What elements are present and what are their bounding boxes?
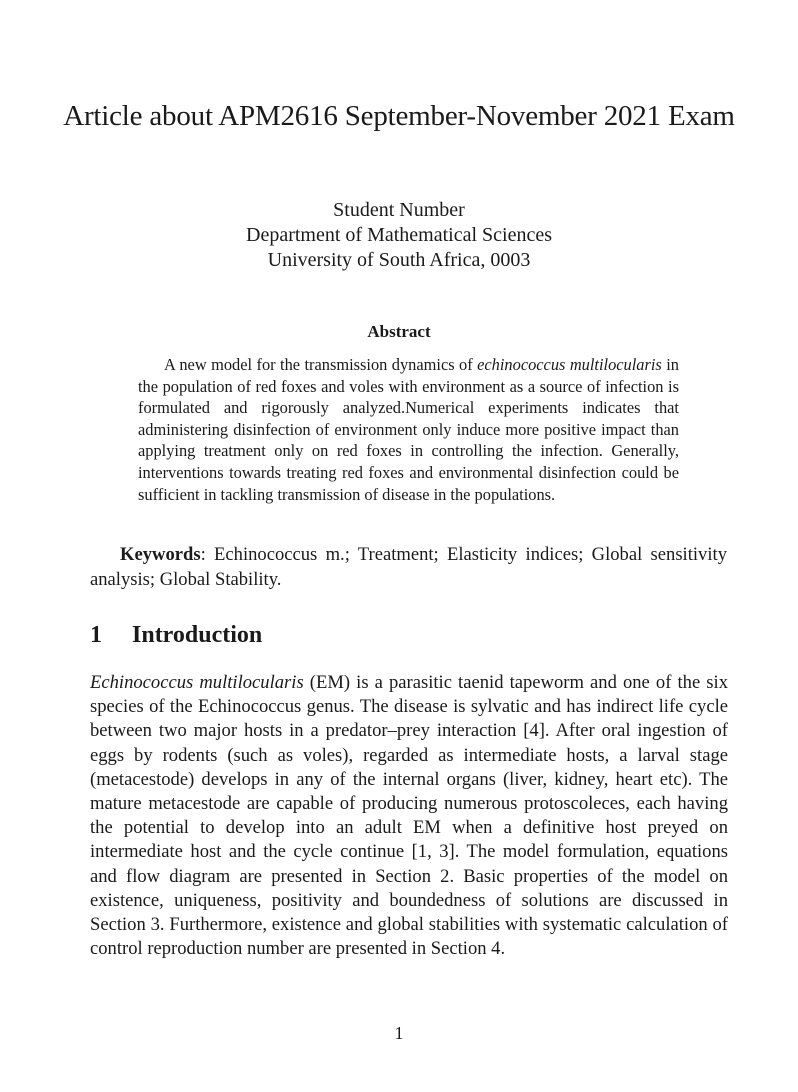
abstract-species-name: echinococcus multilocularis [477, 355, 662, 374]
section-heading-introduction [90, 622, 262, 649]
author-block [60, 198, 738, 273]
intro-species-name: Echinococcus multilocularis [90, 672, 304, 693]
abstract-text-post: in the population of red foxes and voles with environment as a source of infection is formulated and rigorously analyzed.Numerical experiments indicates that administering disinfection of environment only induce more positive impact than applying treatment only on red foxes in controlling the infection. Generally, interventions towards treating red foxes and environmental disinfection could be sufficient in tackling transmission of disease in the populations. [138, 355, 679, 504]
abstract-body [138, 354, 679, 505]
section-number: 1 [90, 622, 102, 648]
intro-text: (EM) is a parasitic taenid tapeworm and one of the six species of the Echinococcus genus. The disease is sylvatic and has indirect life cycle between two major hosts in a predator–prey interaction [4]. After oral ingestion of eggs by rodents (such as voles), regarded as intermediate hosts, a larval stage (metacestode) develops in any of the internal organs (liver, kidney, heart etc). The mature metacestode are capable of producing numerous protoscoleces, each having the potential to develop into an adult EM when a definitive host preyed on intermediate host and the cycle continue [1, 3]. The model formulation, equations and flow diagram are presented in Section 2. Basic properties of the model on existence, uniqueness, positivity and boundedness of solutions are discussed in Section 3. Furthermore, existence and global stabilities with systematic calculation of control reproduction number are presented in Section 4. [90, 672, 728, 960]
introduction-paragraph [90, 671, 728, 961]
keywords-paragraph [90, 542, 727, 592]
keywords-text: : Echinococcus m.; Treatment; Elasticity indices; Global sensitivity analysis; Global Stability. [90, 544, 727, 590]
author-line-department: Department of Mathematical Sciences [246, 224, 552, 246]
section-title: Introduction [132, 622, 263, 648]
abstract-text-pre: A new model for the transmission dynamics of [164, 355, 478, 374]
document-title: Article about APM2616 September-November 2021 Exam [63, 100, 735, 132]
keywords-label: Keywords [120, 544, 201, 565]
abstract-heading: Abstract [367, 322, 431, 341]
page-number: 1 [394, 1023, 404, 1043]
author-line-student-number: Student Number [333, 199, 465, 221]
author-line-university: University of South Africa, 0003 [267, 249, 531, 271]
